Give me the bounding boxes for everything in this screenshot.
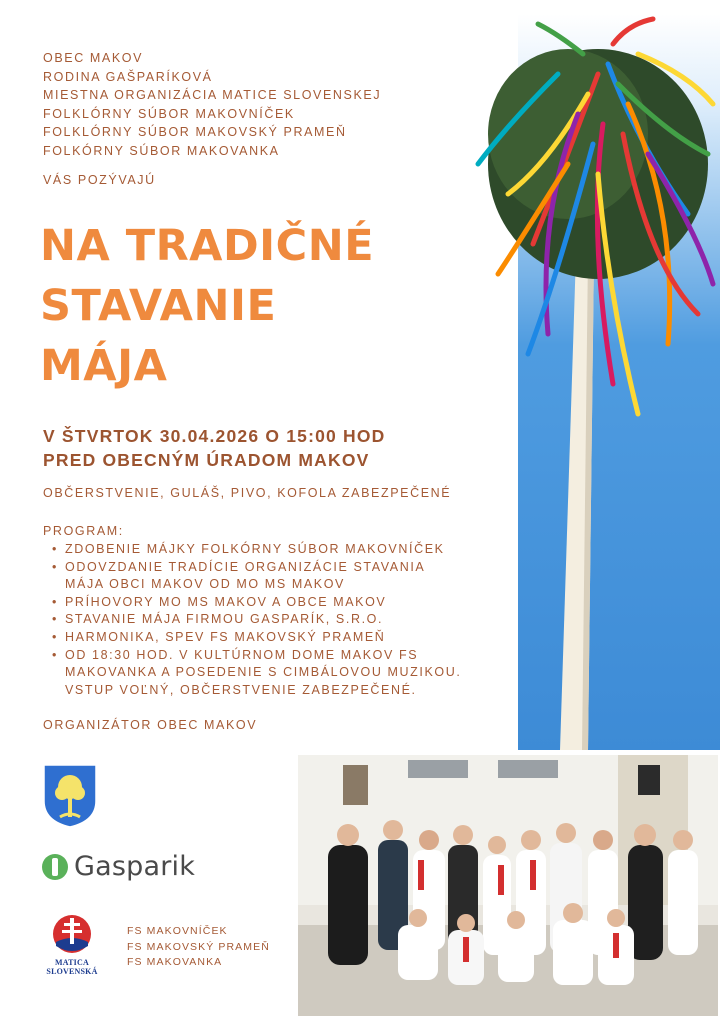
poster-headline bbox=[40, 216, 374, 396]
coat-of-arms-logo bbox=[42, 763, 98, 829]
program-item: • PRÍHOVORY MO MS MAKOV A OBCE MAKOV bbox=[52, 594, 461, 612]
matica-label-line: SLOVENSKÁ bbox=[46, 967, 98, 976]
gasparik-mark-icon bbox=[42, 854, 68, 880]
ensemble-name: FS MAKOVANKA bbox=[127, 956, 223, 968]
program-item: • OD 18:30 HOD. V KULTÚRNOM DOME MAKOV FS MAKOVANKA A POSEDENIE S CIMBÁLOVOU MUZIKOU. VSTUP VOĽNÝ, OBČERSTVENIE ZABEZPEČENÉ. bbox=[52, 647, 461, 700]
event-date: V ŠTVRTOK 30.04.2026 O 15:00 HOD bbox=[43, 426, 386, 446]
matica-slovenska-logo bbox=[42, 912, 102, 976]
organizer-line: RODINA GAŠPARÍKOVÁ bbox=[43, 69, 213, 84]
ensemble-name: FS MAKOVNÍČEK bbox=[127, 925, 228, 937]
gasparik-logo bbox=[42, 851, 195, 882]
invite-text: VÁS POZÝVAJÚ bbox=[43, 173, 156, 187]
headline-line: MÁJA bbox=[40, 341, 168, 391]
organizer-line: FOLKLÓRNY SÚBOR MAKOVNÍČEK bbox=[43, 106, 295, 121]
maypole-photo bbox=[438, 14, 720, 750]
organizers-list bbox=[43, 49, 381, 161]
program-item: • STAVANIE MÁJA FIRMOU GASPARÍK, S.R.O. bbox=[52, 611, 461, 629]
headline-line: STAVANIE bbox=[40, 281, 277, 331]
ensembles-list bbox=[127, 924, 270, 971]
event-place: PRED OBECNÝM ÚRADOM MAKOV bbox=[43, 450, 370, 470]
program-title: PROGRAM: bbox=[43, 524, 124, 538]
headline-line: NA TRADIČNÉ bbox=[40, 221, 375, 271]
ensemble-name: FS MAKOVSKÝ PRAMEŇ bbox=[127, 940, 270, 953]
event-details bbox=[43, 424, 386, 472]
organizer-line: MIESTNA ORGANIZÁCIA MATICE SLOVENSKEJ bbox=[43, 88, 382, 103]
organizer-line: OBEC MAKOV bbox=[43, 51, 144, 65]
organizer-line: FOLKLÓRNY SÚBOR MAKOVSKÝ PRAMEŇ bbox=[43, 125, 347, 140]
program-list bbox=[52, 541, 461, 699]
double-cross-emblem-icon bbox=[52, 912, 92, 958]
program-item: • ZDOBENIE MÁJKY FOLKÓRNY SÚBOR MAKOVNÍČEK bbox=[52, 541, 461, 559]
program-item: • ODOVZDANIE TRADÍCIE ORGANIZÁCIE STAVANIA MÁJA OBCI MAKOV OD MO MS MAKOV bbox=[52, 559, 461, 594]
gasparik-wordmark: Gasparik bbox=[74, 851, 196, 882]
matica-label-line: MATICA bbox=[55, 958, 89, 967]
program-item: • HARMONIKA, SPEV FS MAKOVSKÝ PRAMEŇ bbox=[52, 629, 461, 647]
group-photo bbox=[298, 755, 718, 1016]
organizer-line: FOLKÓRNY SÚBOR MAKOVANKA bbox=[43, 143, 280, 158]
refreshments-line: OBČERSTVENIE, GULÁŠ, PIVO, KOFOLA ZABEZPEČENÉ bbox=[43, 486, 452, 500]
organizer-line: ORGANIZÁTOR OBEC MAKOV bbox=[43, 718, 258, 732]
